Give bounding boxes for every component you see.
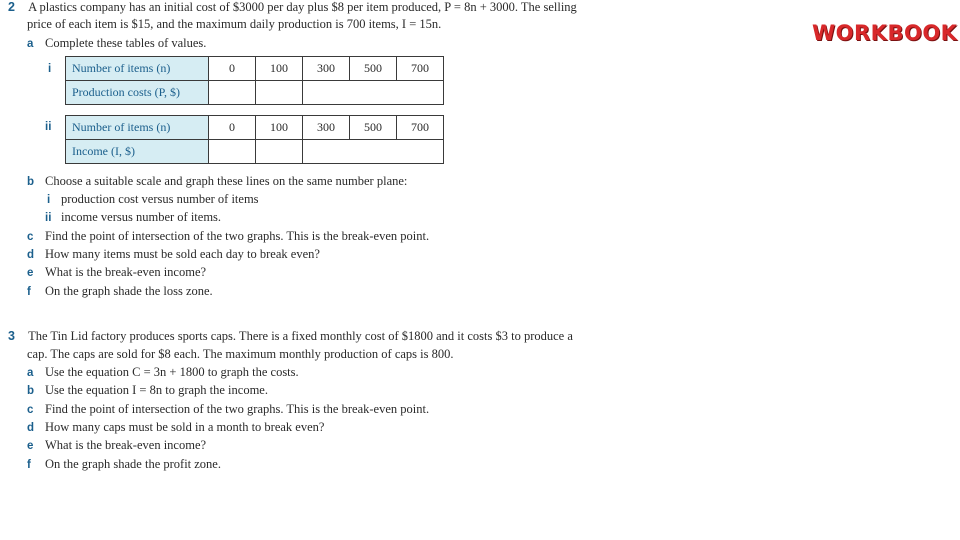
q2-text-line2: price of each item is $15, and the maximum daily production is 700 items, I = 15n. xyxy=(27,17,442,31)
table2-label: ii xyxy=(45,121,52,133)
q2f-text: On the graph shade the loss zone. xyxy=(45,284,213,298)
table-cell: 500 xyxy=(350,57,397,81)
q3-number: 3 xyxy=(8,329,15,343)
workbook-logo: WORKBOOK xyxy=(812,21,958,45)
table1-label: i xyxy=(48,63,52,75)
q2b-ii-label: ii xyxy=(45,212,52,224)
q2b-letter: b xyxy=(27,176,35,188)
q3a-text: Use the equation C = 3n + 1800 to graph the costs. xyxy=(45,365,299,379)
q2b-i-label: i xyxy=(47,194,51,206)
answer-cell[interactable] xyxy=(256,140,303,164)
table-header-cell: Production costs (P, $) xyxy=(66,81,209,105)
q2e xyxy=(27,265,206,281)
table-cell: 700 xyxy=(397,116,444,140)
q3f-text: On the graph shade the profit zone. xyxy=(45,457,221,471)
answer-cell[interactable] xyxy=(303,81,444,105)
q2-number: 2 xyxy=(8,0,15,14)
table-cell: 0 xyxy=(209,116,256,140)
q2d-letter: d xyxy=(27,249,35,261)
table-header-cell: Number of items (n) xyxy=(66,57,209,81)
q2b-ii xyxy=(45,210,221,226)
q3b-text: Use the equation I = 8n to graph the income. xyxy=(45,383,268,397)
table-row xyxy=(66,81,444,105)
q2a-text: Complete these tables of values. xyxy=(45,36,207,50)
q2f-letter: f xyxy=(27,286,31,298)
table-row xyxy=(66,116,444,140)
q3-text-line2: cap. The caps are sold for $8 each. The maximum monthly production of caps is 800. xyxy=(27,347,454,361)
q2b-i xyxy=(47,192,259,208)
table-header-cell: Number of items (n) xyxy=(66,116,209,140)
q3d-letter: d xyxy=(27,422,35,434)
table-cell: 300 xyxy=(303,116,350,140)
q2c xyxy=(27,229,429,245)
q3b-letter: b xyxy=(27,385,35,397)
table-cell: 100 xyxy=(256,116,303,140)
q3a xyxy=(27,365,299,381)
table-row xyxy=(66,57,444,81)
table-cell: 500 xyxy=(350,116,397,140)
table-cell: 700 xyxy=(397,57,444,81)
q3-text-line1: The Tin Lid factory produces sports caps. There is a fixed monthly cost of $1800 and it costs $3 to produce a xyxy=(28,329,573,343)
q2b-text: Choose a suitable scale and graph these lines on the same number plane: xyxy=(45,174,408,188)
q3c xyxy=(27,402,429,418)
q2e-letter: e xyxy=(27,267,34,279)
table-header-cell: Income (I, $) xyxy=(66,140,209,164)
q3f-letter: f xyxy=(27,459,31,471)
table-cell: 0 xyxy=(209,57,256,81)
q2a xyxy=(27,36,206,52)
q2d xyxy=(27,247,320,263)
q2b-i-text: production cost versus number of items xyxy=(61,192,259,206)
q3e-letter: e xyxy=(27,440,34,452)
q3e xyxy=(27,438,206,454)
q3a-letter: a xyxy=(27,367,34,379)
q3f xyxy=(27,457,221,473)
answer-cell[interactable] xyxy=(256,81,303,105)
q2d-text: How many items must be sold each day to break even? xyxy=(45,247,320,261)
q3c-text: Find the point of intersection of the two graphs. This is the break-even point. xyxy=(45,402,430,416)
table-cell: 300 xyxy=(303,57,350,81)
q2c-text: Find the point of intersection of the two graphs. This is the break-even point. xyxy=(45,229,430,243)
table-income xyxy=(65,115,444,164)
q2b-ii-text: income versus number of items. xyxy=(61,210,222,224)
table-production-costs xyxy=(65,56,444,105)
table-row xyxy=(66,140,444,164)
answer-cell[interactable] xyxy=(303,140,444,164)
q3d xyxy=(27,420,324,436)
q3e-text: What is the break-even income? xyxy=(45,438,207,452)
q3c-letter: c xyxy=(27,404,34,416)
q2c-letter: c xyxy=(27,231,34,243)
q3b xyxy=(27,383,268,399)
q2a-letter: a xyxy=(27,38,34,50)
q2b xyxy=(27,174,407,190)
q2-text-line1: A plastics company has an initial cost of $3000 per day plus $8 per item produced, P = 8n + 3000. The selling xyxy=(28,0,577,14)
q3-intro-line1 xyxy=(8,329,573,344)
q3d-text: How many caps must be sold in a month to break even? xyxy=(45,420,325,434)
q2-intro-line1 xyxy=(8,0,577,15)
answer-cell[interactable] xyxy=(209,81,256,105)
q2f xyxy=(27,284,213,300)
answer-cell[interactable] xyxy=(209,140,256,164)
q2e-text: What is the break-even income? xyxy=(45,265,207,279)
table-cell: 100 xyxy=(256,57,303,81)
